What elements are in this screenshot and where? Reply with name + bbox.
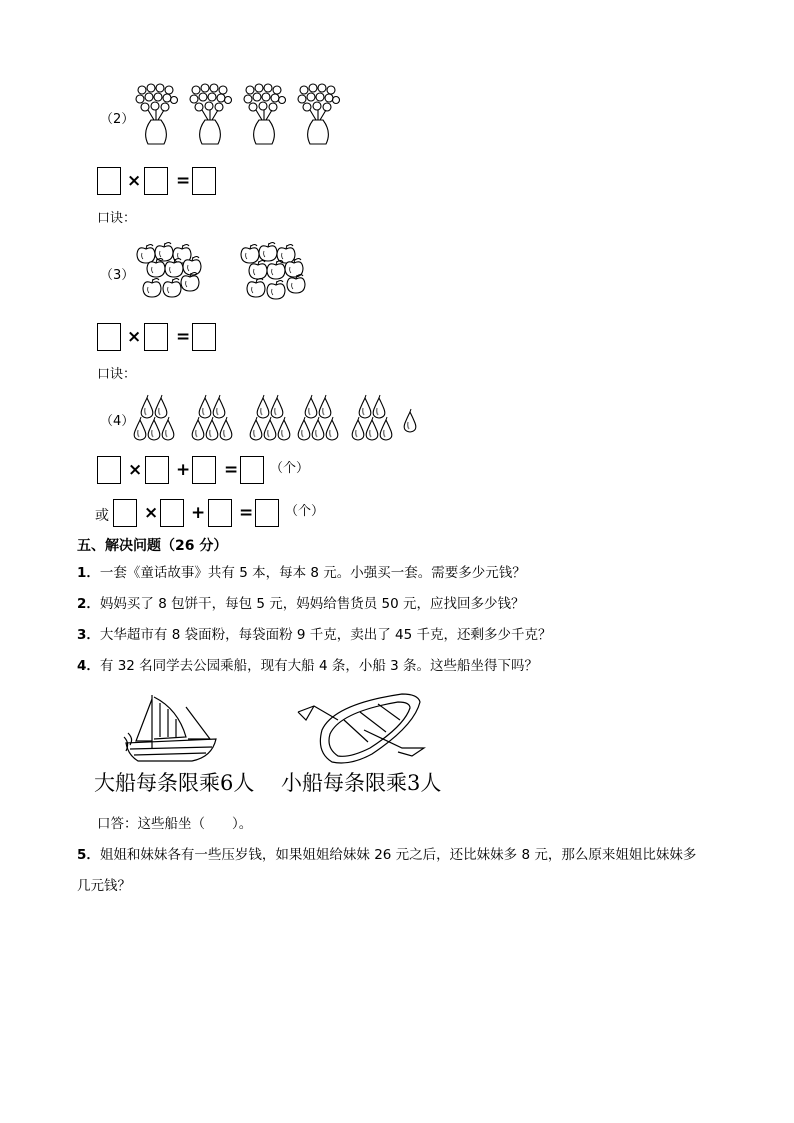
times-sign-3: × (128, 460, 143, 480)
equals-sign: = (176, 171, 191, 191)
q3-label: （3） (100, 268, 135, 283)
problem-1-text: 一套《童话故事》共有 5 本，每本 8 元。小强买一套。需要多少元钱？ (99, 565, 526, 581)
q4-label: （4） (100, 414, 135, 429)
rhyme-label: 口诀： (97, 211, 137, 226)
times-sign: × (127, 171, 142, 191)
answer-box-13[interactable] (208, 499, 232, 527)
section-5-title: 五、解决问题（26 分） (77, 538, 228, 554)
answer-box-4[interactable] (97, 323, 121, 351)
problem-2-text: 妈妈买了 8 包饼干，每包 5 元，妈妈给售货员 50 元，应找回多少钱？ (99, 596, 525, 612)
problem-5-number: 5． (77, 847, 100, 863)
problem-5-text-line1: 姐姐和妹妹各有一些压岁钱，如果姐姐给妹妹 26 元之后，还比妹妹多 8 元，那么原来姐姐比妹妹多 (99, 847, 697, 863)
plus-sign: + (176, 460, 191, 480)
problem-1-number: 1． (77, 565, 100, 581)
problem-4 (77, 654, 538, 674)
pear-groups (130, 392, 430, 446)
problem-5 (77, 843, 696, 863)
answer-box-6[interactable] (192, 323, 216, 351)
answer-box-10[interactable] (240, 456, 264, 484)
small-boat-caption: 小船每条限乘3人 (281, 771, 442, 795)
problem-4-number: 4． (77, 658, 100, 674)
plus-sign-2: + (191, 503, 206, 523)
q2-label: （2） (100, 112, 135, 127)
answer-box-1[interactable] (97, 167, 121, 195)
unit-label: （个） (270, 461, 310, 476)
answer-box-11[interactable] (113, 499, 137, 527)
answer-box-14[interactable] (255, 499, 279, 527)
answer-box-9[interactable] (192, 456, 216, 484)
rowboat-icon (294, 690, 434, 770)
apple-icon (134, 243, 324, 307)
sailboat-icon (122, 693, 222, 768)
or-label: 或 (95, 508, 109, 524)
apple-groups (134, 243, 324, 307)
answer-box-2[interactable] (144, 167, 168, 195)
equals-sign-2: = (176, 327, 191, 347)
problem-3 (77, 623, 552, 643)
answer-box-12[interactable] (160, 499, 184, 527)
problem-2-number: 2． (77, 596, 100, 612)
answer-box-5[interactable] (144, 323, 168, 351)
times-sign-4: × (144, 503, 159, 523)
answer-box-8[interactable] (145, 456, 169, 484)
pear-icon (130, 392, 430, 446)
answer-box-7[interactable] (97, 456, 121, 484)
problem-3-number: 3． (77, 627, 100, 643)
rhyme-label-2: 口诀： (97, 367, 137, 382)
flower-vases-group (136, 84, 346, 154)
answer-line: 口答：这些船坐（ ）。 (97, 816, 253, 832)
equals-sign-3: = (224, 460, 239, 480)
times-sign-2: × (127, 327, 142, 347)
unit-label-2: （个） (285, 504, 325, 519)
problem-2 (77, 592, 525, 612)
problem-5-line2: 几元钱？ (77, 878, 131, 894)
problem-1 (77, 561, 526, 581)
answer-box-3[interactable] (192, 167, 216, 195)
equals-sign-4: = (239, 503, 254, 523)
problem-4-text: 有 32 名同学去公园乘船，现有大船 4 条，小船 3 条。这些船坐得下吗？ (99, 658, 539, 674)
problem-3-text: 大华超市有 8 袋面粉，每袋面粉 9 千克，卖出了 45 千克，还剩多少千克？ (99, 627, 552, 643)
big-boat-caption: 大船每条限乘6人 (94, 771, 255, 795)
